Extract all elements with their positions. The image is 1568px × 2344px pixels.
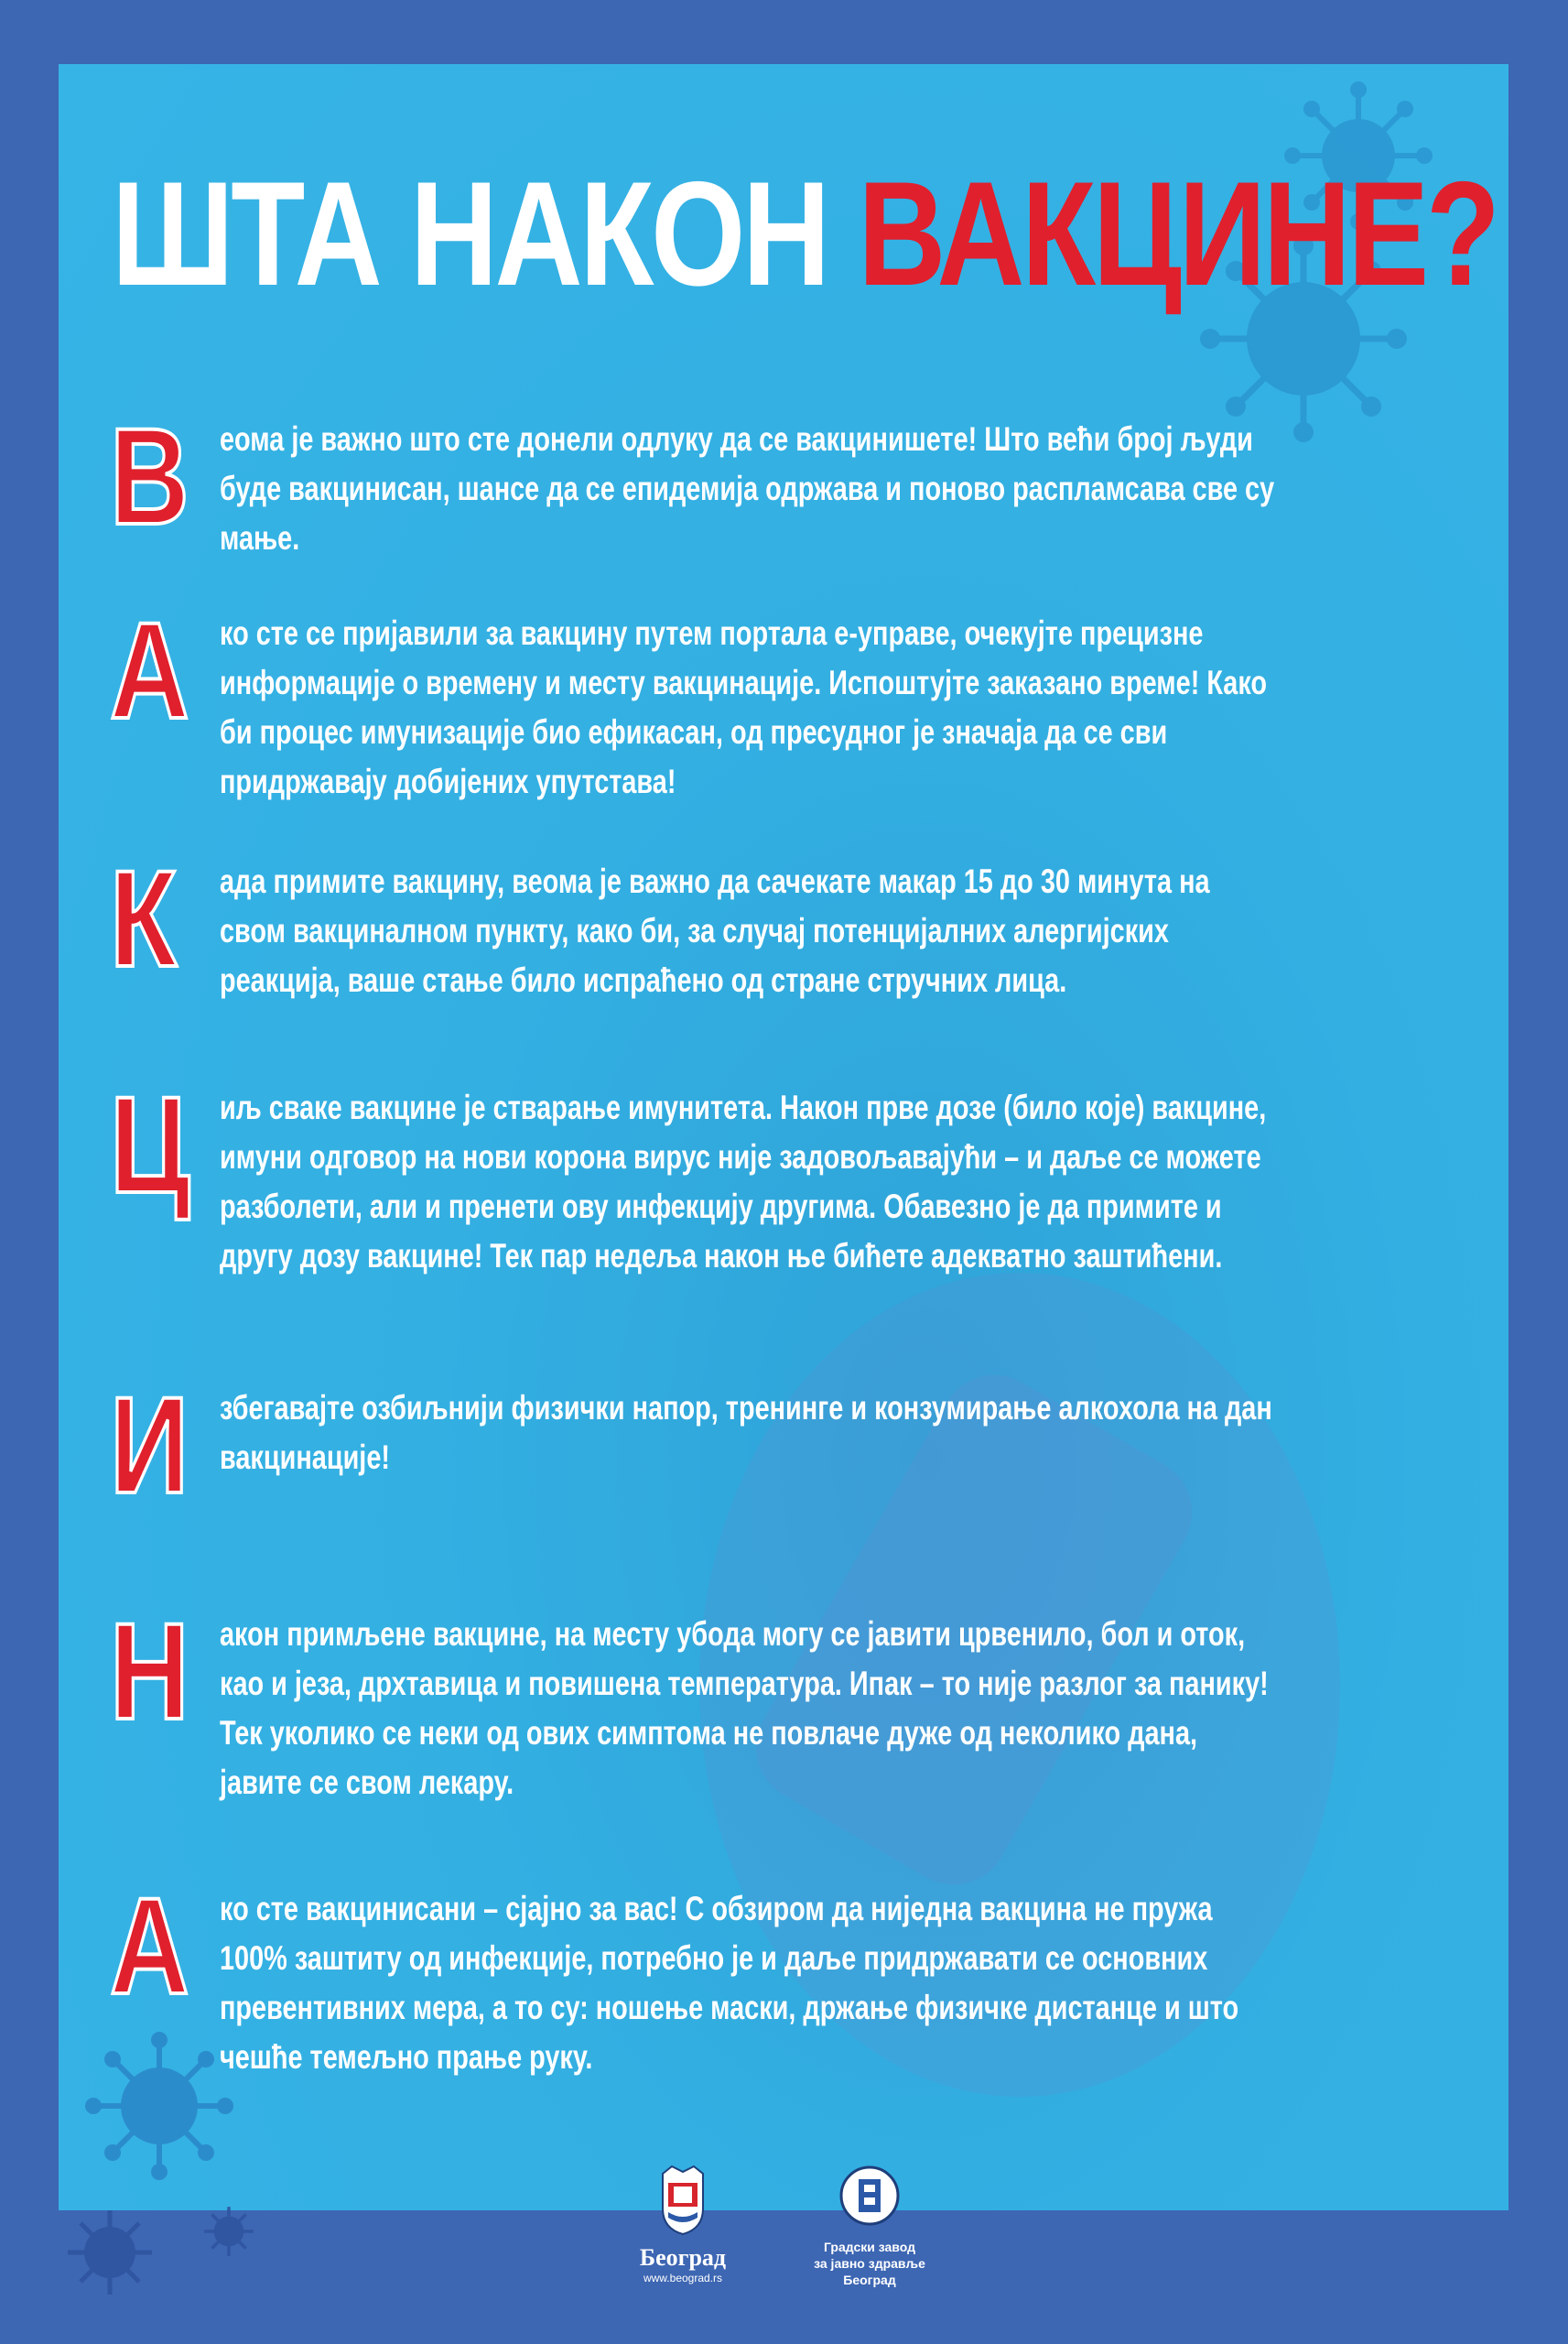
section-text: акон примљене вакцине, на месту убода могу се јавити црвенило, бол и оток, као и језа, дрхтавица и повишена температура. Ипак – то није разлог за панику! Тек уколико се неки од ових симптома не повлаче дуже од неколико дана, јавите се свом лекару. — [220, 1615, 1269, 1801]
title-accent: ВАКЦИНЕ? — [858, 151, 1498, 317]
coat-of-arms-icon — [655, 2165, 710, 2236]
section-text: ада примите вакцину, веома је важно да сачекате макар 15 до 30 минута на свом вакциналном пункту, како би, за случај потенцијалних алергијских реакција, ваше стање било испраћено од стране стручних лица. — [220, 863, 1210, 999]
section-letter: А — [110, 1869, 189, 2023]
institute-emblem-icon — [838, 2165, 901, 2227]
title-main: ШТА НАКОН — [112, 151, 859, 317]
city-name: Београд — [639, 2244, 727, 2271]
section-text: ко сте вакцинисани – сјајно за вас! С обзиром да ниједна вакцина не пружа 100% заштиту од инфекције, потребно је и даље придржавати се основних превентивних мера, а то су: ношење маски, држање физичке дистанце и што чешће темељно прање руку. — [220, 1890, 1239, 2076]
section-text: еома је важно што сте донели одлуку да се вакцинишете! Што већи број људи буде вакцинисан, шансе да се епидемија одржава и поново распламсава све су мање. — [220, 420, 1275, 557]
section-letter: К — [110, 841, 178, 995]
city-url: www.beograd.rs — [643, 2272, 723, 2284]
virus-icon — [55, 2198, 165, 2307]
virus-icon — [197, 2199, 261, 2263]
section-text: ко сте се пријавили за вакцину путем портала е-управе, очекујте прецизне информације о времену и месту вакцинације. Испоштујте заказано време! Како би процес имунизације био ефикасан, од пресудног је значаја да се сви придржавају добијених упутстава! — [220, 614, 1268, 800]
institute-line2: за јавно здравље Београд — [814, 2256, 925, 2287]
section-text: иљ сваке вакцине је стварање имунитета. Након прве дозе (било које) вакцине, имуни одговор на нови корона вирус није задовољавајући – и даље се можете разболети, али и пренети ову инфекцију другима. Обавезно је да примите и другу дозу вакцине! Тек пар недеља након ње бићете адекватно заштићени. — [220, 1089, 1267, 1275]
section-letter: Н — [110, 1594, 189, 1748]
footer — [0, 2133, 1568, 2344]
content-panel — [59, 64, 1509, 2210]
page-title — [112, 151, 1498, 317]
institute-logo — [787, 2165, 952, 2288]
section-letter: В — [110, 399, 189, 553]
section-text: збегавајте озбиљнији физички напор, тренинге и конзумирање алкохола на дан вакцинације! — [220, 1389, 1272, 1476]
belgrade-logo — [619, 2165, 747, 2284]
institute-line1: Градски завод — [824, 2240, 915, 2254]
section-letter: Ц — [110, 1068, 190, 1221]
section-letter: А — [110, 593, 189, 747]
section-letter: И — [110, 1368, 189, 1522]
